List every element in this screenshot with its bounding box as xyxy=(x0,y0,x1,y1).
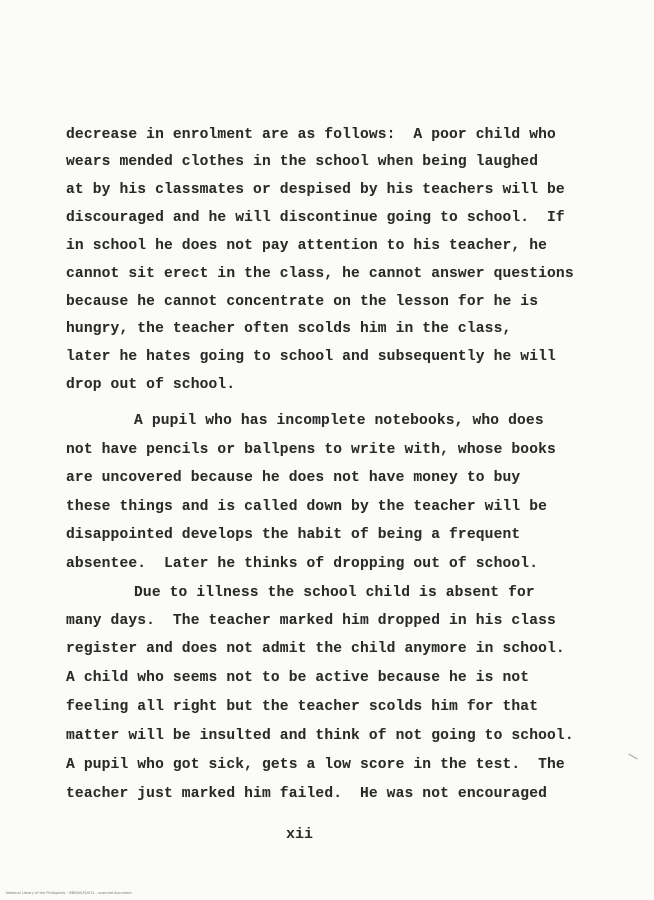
footer-stamp: National Library of the Philippines · ISBN/NLP/2011 - scanned document xyxy=(6,891,132,895)
text-line: many days. The teacher marked him dropped in his class xyxy=(66,613,556,629)
text-line: disappointed develops the habit of being a frequent xyxy=(66,527,521,543)
text-line: register and does not admit the child anymore in school. xyxy=(66,641,565,657)
text-line: feeling all right but the teacher scolds him for that xyxy=(66,699,539,715)
margin-mark xyxy=(628,754,637,760)
text-line: because he cannot concentrate on the lesson for he is xyxy=(66,294,539,310)
text-line: A pupil who has incomplete notebooks, who does xyxy=(134,413,544,429)
page-number: xii xyxy=(286,826,314,843)
text-line: teacher just marked him failed. He was not encouraged xyxy=(66,786,548,802)
text-line: discouraged and he will discontinue going to school. If xyxy=(66,210,565,226)
text-line: cannot sit erect in the class, he cannot answer questions xyxy=(66,266,574,282)
text-line: later he hates going to school and subsequently he will xyxy=(66,349,556,365)
text-line: hungry, the teacher often scolds him in the class, xyxy=(66,321,512,337)
text-line: are uncovered because he does not have money to buy xyxy=(66,470,521,486)
text-line: in school he does not pay attention to his teacher, he xyxy=(66,238,548,254)
text-line: absentee. Later he thinks of dropping out of school. xyxy=(66,556,539,572)
text-line: at by his classmates or despised by his teachers will be xyxy=(66,182,565,198)
text-line: not have pencils or ballpens to write with, whose books xyxy=(66,442,556,458)
text-line: wears mended clothes in the school when being laughed xyxy=(66,154,539,170)
text-line: decrease in enrolment are as follows: A poor child who xyxy=(66,127,556,143)
text-line: drop out of school. xyxy=(66,377,236,393)
text-line: matter will be insulted and think of not going to school. xyxy=(66,728,574,744)
text-line: A child who seems not to be active because he is not xyxy=(66,670,530,686)
text-line: A pupil who got sick, gets a low score in the test. The xyxy=(66,757,565,773)
text-line: these things and is called down by the teacher will be xyxy=(66,499,548,515)
text-line: Due to illness the school child is absent for xyxy=(134,585,535,601)
